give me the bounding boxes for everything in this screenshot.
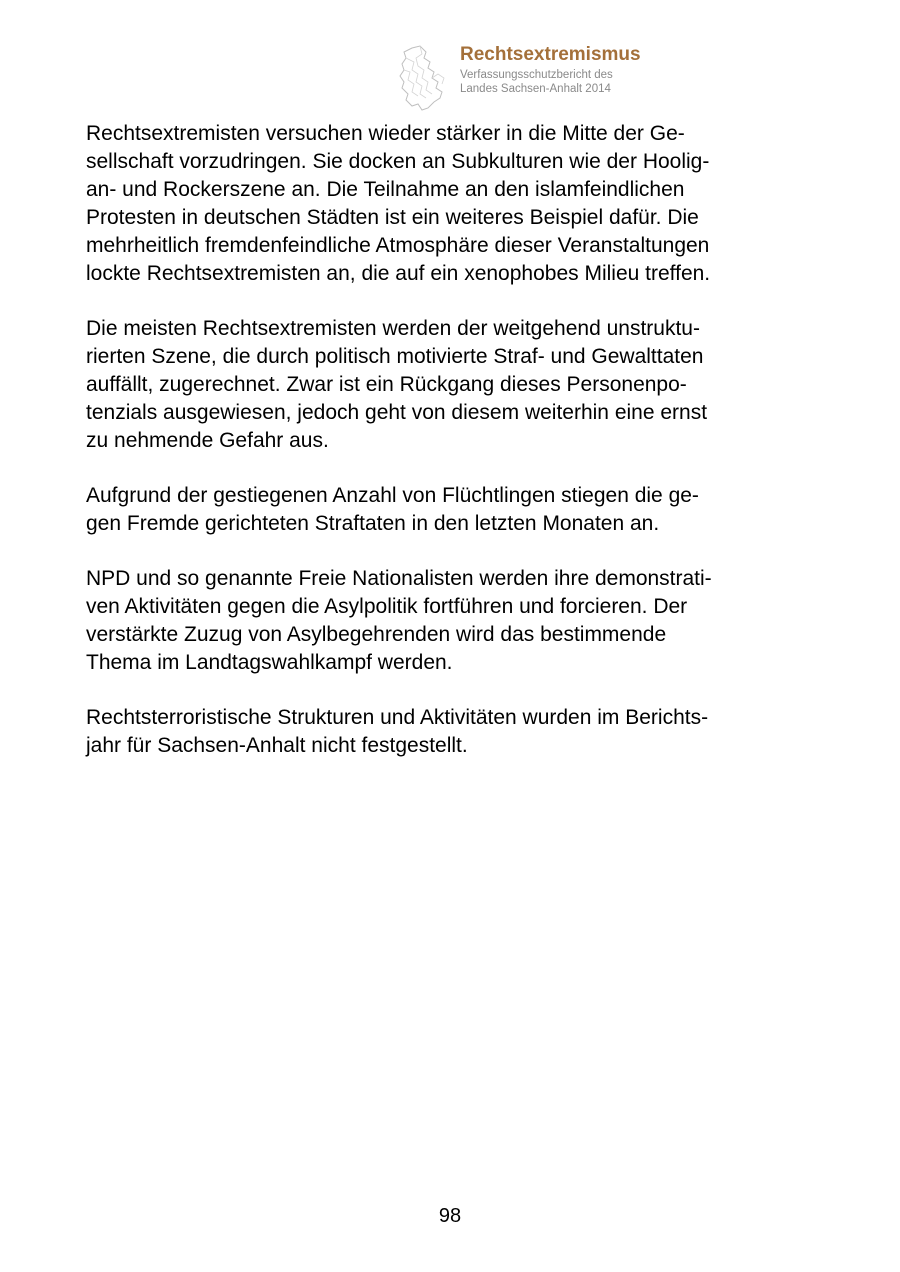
paragraph-1: Rechtsextremisten versuchen wieder stärker in die Mitte der Ge- sellschaft vorzudringen. Sie docken an Subkulturen wie der Hoolig- an- und Rockerszene an. Die Teilnahme an den islamfeindlichen Protesten in deutschen Städten ist ein weiteres Beispiel dafür. Die mehrheitlich fremdenfeindliche Atmosphäre dieser Veranstaltungen lockte Rechtsextremisten an, die auf ein xenophobes Milieu treffen. <box>86 122 711 285</box>
main-content <box>86 120 812 787</box>
page-number: 98 <box>438 1205 462 1227</box>
paragraph-2: Die meisten Rechtsextremisten werden der weitgehend unstruktu- rierten Szene, die durch politisch motivierte Straf- und Gewalttaten auffällt, zugerechnet. Zwar ist ein Rückgang dieses Personenpo- tenzials ausgewiesen, jedoch geht von diesem weiterhin eine ernst zu nehmende Gefahr aus. <box>86 317 708 452</box>
paragraph-5: Rechtsterroristische Strukturen und Aktivitäten wurden im Berichts- jahr für Sachsen-Anhalt nicht festgestellt. <box>86 706 709 757</box>
header-subtitle-line2: Landes Sachsen-Anhalt 2014 <box>460 83 611 95</box>
paragraph-3: Aufgrund der gestiegenen Anzahl von Flüchtlingen stiegen die ge- gen Fremde gerichteten Straftaten in den letzten Monaten an. <box>86 484 699 535</box>
sachsen-anhalt-map-icon <box>398 44 460 114</box>
paragraph-4: NPD und so genannte Freie Nationalisten werden ihre demonstrati- ven Aktivitäten gegen die Asylpolitik fortführen und forcieren. Der verstärkte Zuzug von Asylbegehrenden wird das bestimmende Thema im Landtagswahlkampf werden. <box>86 567 712 674</box>
page-header <box>398 44 698 114</box>
header-subtitle <box>460 68 613 96</box>
header-subtitle-line1: Verfassungsschutzbericht des <box>460 69 613 81</box>
header-title: Rechtsextremismus <box>460 44 641 65</box>
